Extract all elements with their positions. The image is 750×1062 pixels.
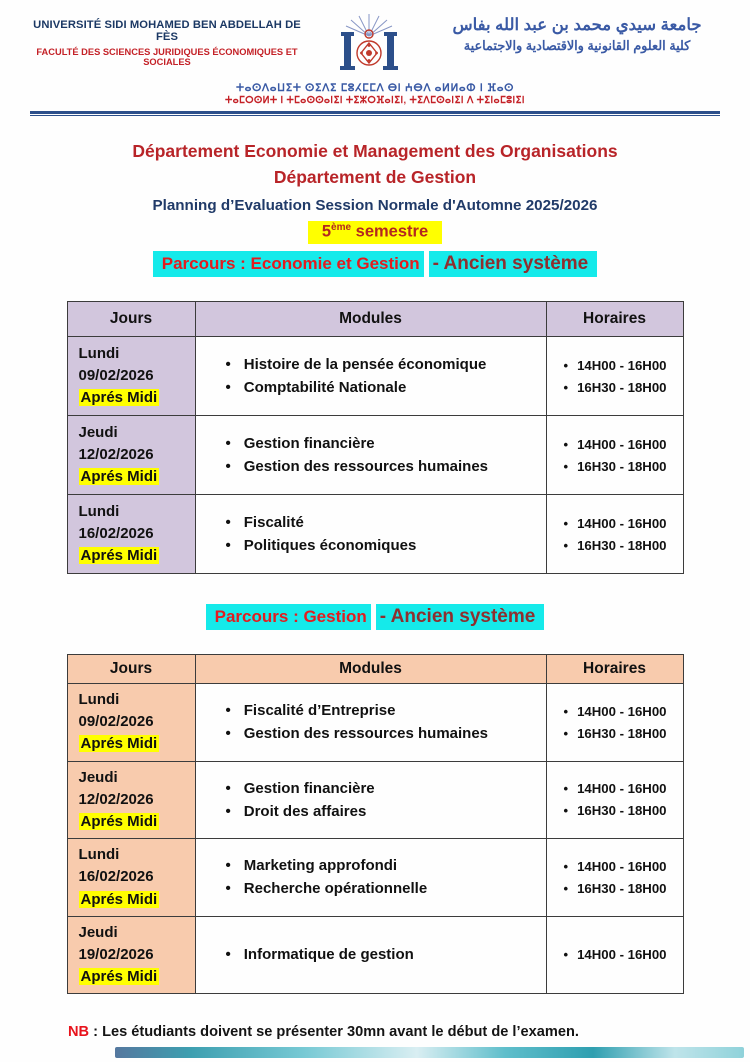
planning-title: Planning d’Evaluation Session Normale d'Automne 2025/2026 [152, 196, 598, 214]
horaires-list [564, 516, 682, 553]
modules-list [226, 780, 545, 820]
header-left-block [23, 12, 311, 67]
horaire-item: • 16H30 - 18H00 [564, 803, 682, 818]
exam-row [67, 416, 683, 495]
module-item: • Fiscalité d’Entreprise [226, 702, 545, 719]
modules-cell [195, 761, 546, 839]
exam-row [67, 684, 683, 762]
exam-row [67, 839, 683, 917]
department-title-1: Département Economie et Management des Organisations [132, 141, 618, 161]
table-header-row [67, 302, 683, 337]
day-cell [67, 916, 195, 994]
parcours-heading [0, 606, 750, 628]
period-line [79, 733, 191, 755]
tifinagh-block [0, 82, 750, 106]
module-item: • Recherche opérationnelle [226, 880, 545, 897]
horaire-item: • 14H00 - 16H00 [564, 358, 682, 373]
period-highlight: Aprés Midi [80, 812, 158, 830]
horaires-list [564, 859, 682, 896]
day-cell [67, 761, 195, 839]
modules-list [226, 946, 545, 963]
day-cell [67, 337, 195, 416]
horaires-list [564, 704, 682, 741]
day-label: Jeudi [78, 923, 118, 941]
column-header-jours: Jours [67, 302, 195, 337]
horaires-list [564, 947, 682, 962]
university-name-ar: جامعة سيدي محمد بن عبد الله بفاس [452, 16, 702, 34]
semester-line [0, 221, 750, 245]
modules-list [226, 857, 545, 897]
period-highlight: Aprés Midi [80, 468, 158, 486]
footer-decoration-bar [115, 1047, 744, 1058]
day-label: Lundi [78, 846, 120, 864]
module-item: • Gestion des ressources humaines [226, 458, 545, 475]
horaires-cell [546, 839, 683, 917]
modules-list [226, 702, 545, 742]
modules-cell [195, 684, 546, 762]
period-highlight: Aprés Midi [80, 547, 158, 565]
horaires-cell [546, 916, 683, 994]
horaires-cell [546, 337, 683, 416]
day-label: Lundi [78, 502, 120, 520]
period-line [79, 466, 191, 488]
period-line [79, 966, 191, 988]
module-item: • Politiques économiques [226, 537, 545, 554]
horaire-item: • 14H00 - 16H00 [564, 437, 682, 452]
faculty-name-fr: FACULTÉ DES SCIENCES JURIDIQUES ÉCONOMIQUES ET SOCIALES [36, 47, 298, 67]
nb-note [68, 1024, 750, 1040]
column-header-horaires: Horaires [546, 302, 683, 337]
day-label: Lundi [78, 344, 120, 362]
horaire-item: • 14H00 - 16H00 [564, 516, 682, 531]
header-right-block [427, 12, 727, 54]
horaire-item: • 16H30 - 18H00 [564, 459, 682, 474]
exam-schedule-table [67, 301, 684, 574]
module-item: • Gestion financière [226, 435, 545, 452]
faculty-name-ar: كلية العلوم القانونية والاقتصادية والاجتماعية [463, 38, 691, 53]
horaires-cell [546, 684, 683, 762]
horaires-list [564, 358, 682, 395]
horaire-item: • 16H30 - 18H00 [564, 380, 682, 395]
period-line [79, 811, 191, 833]
column-header-jours: Jours [67, 655, 195, 684]
period-highlight: Aprés Midi [80, 968, 158, 986]
modules-cell [195, 337, 546, 416]
date-label: 12/02/2026 [78, 445, 154, 463]
day-label: Lundi [78, 691, 120, 708]
parcours-heading [0, 253, 750, 275]
document-header [0, 0, 750, 81]
horaire-item: • 14H00 - 16H00 [564, 947, 682, 962]
module-item: • Informatique de gestion [226, 946, 545, 963]
exam-schedule-table [67, 654, 684, 994]
day-label: Jeudi [78, 423, 118, 441]
day-cell [67, 495, 195, 574]
department-title-2: Département de Gestion [273, 167, 477, 188]
module-item: • Marketing approfondi [226, 857, 545, 874]
date-label: 16/02/2026 [78, 868, 154, 886]
horaires-cell [546, 495, 683, 574]
date-label: 12/02/2026 [78, 790, 154, 808]
modules-list [226, 356, 545, 396]
period-highlight: Aprés Midi [80, 389, 158, 407]
date-label: 16/02/2026 [78, 524, 154, 542]
parcours-label: Parcours : Economie et Gestion [153, 251, 424, 277]
modules-cell [195, 416, 546, 495]
horaire-item: • 14H00 - 16H00 [564, 781, 682, 796]
module-item: • Gestion des ressources humaines [226, 725, 545, 742]
period-highlight: Aprés Midi [80, 735, 158, 753]
date-label: 09/02/2026 [78, 366, 154, 384]
module-item: • Gestion financière [226, 780, 545, 797]
section-gestion [0, 606, 750, 994]
nb-label: NB [68, 1024, 90, 1041]
date-label: 19/02/2026 [78, 945, 154, 963]
day-cell [67, 684, 195, 762]
university-logo-icon [327, 12, 411, 81]
exam-row [67, 495, 683, 574]
horaire-item: • 16H30 - 18H00 [564, 881, 682, 896]
column-header-modules: Modules [195, 655, 546, 684]
modules-cell [195, 839, 546, 917]
module-item: • Fiscalité [226, 514, 545, 531]
module-item: • Histoire de la pensée économique [226, 356, 545, 373]
tifinagh-line-2: ⵜⴰⵎⵔⵙⵍⵜ ⵏ ⵜⵎⴰⵙⵙⴰⵏⵉⵏ ⵜⵉⵣⵔⴼⴰⵏⵉⵏ, ⵜⵉⴷⵎⵙⴰⵏⵉⵏ ⴷ ⵜⵉⵏⴰⵎⵓⵏⵉⵏ [225, 95, 525, 105]
section-economie-et-gestion [0, 253, 750, 574]
university-name-fr: UNIVERSITÉ SIDI MOHAMED BEN ABDELLAH DE FÈS [33, 19, 301, 43]
modules-cell [195, 916, 546, 994]
nb-text: : Les étudiants doivent se présenter 30mn avant le début de l’examen. [89, 1024, 579, 1041]
horaires-cell [546, 416, 683, 495]
date-label: 09/02/2026 [78, 713, 154, 731]
horaires-cell [546, 761, 683, 839]
parcours-label: Parcours : Gestion [206, 604, 371, 630]
exam-row [67, 337, 683, 416]
column-header-horaires: Horaires [546, 655, 683, 684]
exam-row [67, 916, 683, 994]
day-cell [67, 839, 195, 917]
exam-row [67, 761, 683, 839]
module-item: • Droit des affaires [226, 803, 545, 820]
horaire-item: • 16H30 - 18H00 [564, 538, 682, 553]
modules-cell [195, 495, 546, 574]
tifinagh-line-1: ⵜⴰⵙⴷⴰⵡⵉⵜ ⵙⵉⴷⵉ ⵎⵓⵃⵎⵎⴷ ⴱⵏ ⵄⴱⴷ ⴰⵍⵍⴰⵀ ⵏ ⴼⴰⵙ [235, 82, 515, 94]
horaire-item: • 14H00 - 16H00 [564, 859, 682, 874]
modules-list [226, 435, 545, 475]
parcours-suffix: - Ancien système [376, 604, 545, 630]
period-line [79, 387, 191, 409]
module-item: • Comptabilité Nationale [226, 379, 545, 396]
period-line [79, 545, 191, 567]
semester-badge: 5ème semestre [308, 221, 442, 245]
modules-list [226, 514, 545, 554]
horaire-item: • 14H00 - 16H00 [564, 704, 682, 719]
horaire-item: • 16H30 - 18H00 [564, 726, 682, 741]
table-header-row [67, 655, 683, 684]
horaires-list [564, 781, 682, 818]
horaires-list [564, 437, 682, 474]
parcours-suffix: - Ancien système [429, 251, 598, 277]
period-highlight: Aprés Midi [80, 890, 158, 908]
column-header-modules: Modules [195, 302, 546, 337]
day-label: Jeudi [78, 768, 118, 786]
period-line [79, 889, 191, 911]
header-rule [30, 111, 720, 116]
day-cell [67, 416, 195, 495]
